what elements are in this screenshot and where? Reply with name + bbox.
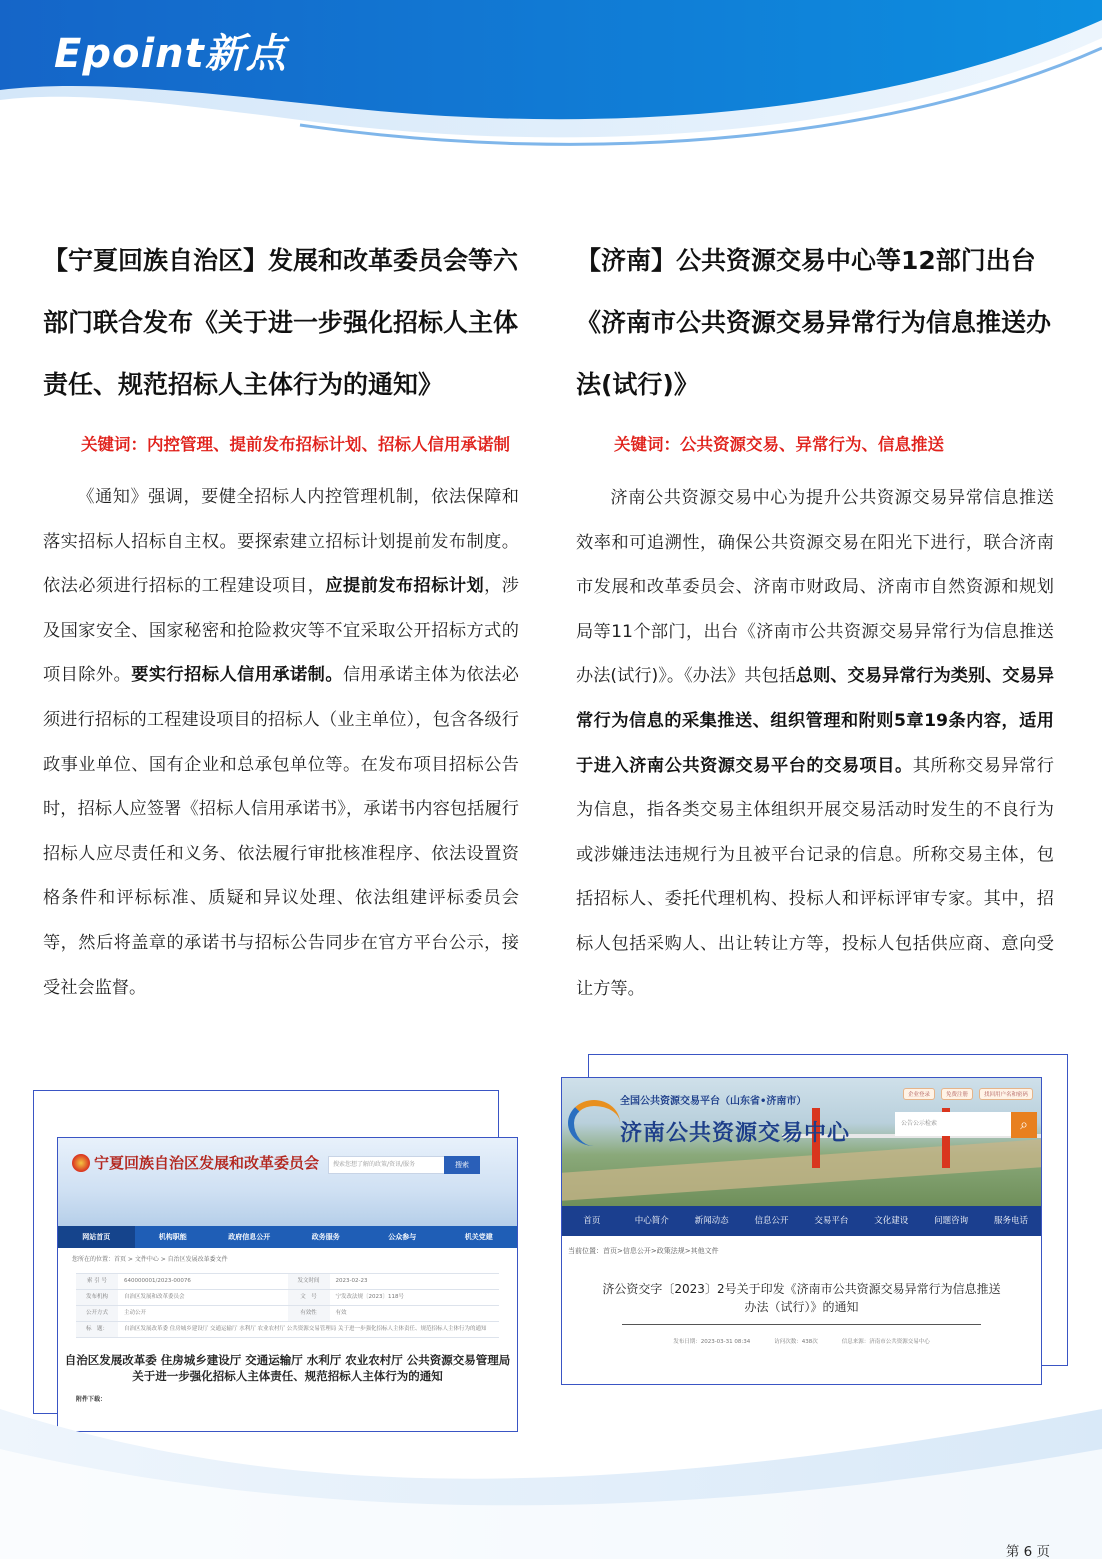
ningxia-doc-title: 自治区发展改革委 住房城乡建设厅 交通运输厅 水利厅 农业农村厅 公共资源交易管理局 关于进一步强化招标人主体责任、规范招标人主体行为的通知 — [64, 1353, 511, 1383]
page-number: 第 6 页 — [1005, 1544, 1050, 1560]
jinan-doc-meta: 发布日期：2023-03-31 08:34 访问次数：438次 信息来源：济南市公共资源交易中心 — [673, 1339, 930, 1345]
jinan-nav-item[interactable]: 首页 — [583, 1216, 601, 1226]
jinan-doc-title: 济公资交字〔2023〕2号关于印发《济南市公共资源交易异常行为信息推送办法（试行）》的通知 — [602, 1282, 1001, 1314]
table-row: 索 引 号 640000001/2023-00076 发文时间 2023-02-23 — [76, 1274, 499, 1290]
ningxia-nav-item[interactable]: 公众参与 — [388, 1233, 417, 1241]
jinan-nav — [562, 1206, 1041, 1236]
emphasis-text: 总则、交易异常行为类别、交易异常行为信息的采集推送、组织管理和附则5章19条内容，适用于进入济南公共资源交易平台的交易项目。 — [576, 666, 1054, 776]
search-icon[interactable]: ⌕ — [1011, 1112, 1037, 1138]
jinan-nav-item[interactable]: 中心简介 — [634, 1216, 669, 1226]
left-article-title: 【宁夏回族自治区】发展和改革委员会等六部门联合发布《关于进一步强化招标人主体责任、规范招标人主体行为的通知》 — [43, 246, 519, 399]
national-emblem-icon — [72, 1154, 90, 1172]
jinan-logo-icon — [568, 1100, 620, 1146]
jinan-nav-item[interactable]: 交易平台 — [814, 1216, 849, 1226]
table-row: 标 题： 自治区发展改革委 住房城乡建设厅 交通运输厅 水利厅 农业农村厅 公共资源交易管理局 关于进一步强化招标人主体责任、规范招标人主体行为的通知 — [76, 1322, 499, 1338]
jinan-top-links — [903, 1088, 1033, 1100]
ningxia-attachment-label: 附件下载： — [76, 1396, 107, 1403]
ningxia-nav-item[interactable]: 政府信息公开 — [228, 1233, 271, 1241]
right-article — [576, 230, 1054, 1011]
ningxia-nav-item[interactable]: 机关党建 — [464, 1233, 493, 1241]
footer-wave — [0, 1339, 1102, 1559]
ningxia-nav-item[interactable]: 政务服务 — [311, 1233, 340, 1241]
emphasis-text: 要实行招标人信用承诺制。 — [131, 665, 343, 686]
jinan-nav-item[interactable]: 文化建设 — [874, 1216, 909, 1226]
left-article — [43, 230, 519, 1010]
left-article-keywords: 关键词：内控管理、提前发布招标计划、招标人信用承诺制 — [81, 435, 510, 454]
register-link[interactable]: 免费注册 — [941, 1088, 973, 1100]
jinan-site-name: 济南公共资源交易中心 — [620, 1121, 851, 1146]
login-link[interactable]: 企业登录 — [903, 1088, 935, 1100]
right-article-keywords: 关键词：公共资源交易、异常行为、信息推送 — [614, 435, 944, 454]
divider — [622, 1324, 981, 1325]
ningxia-search-button[interactable]: 搜索 — [444, 1156, 480, 1174]
jinan-banner — [562, 1078, 1041, 1206]
ningxia-banner — [58, 1138, 517, 1226]
ningxia-breadcrumb: 您所在的位置：首页 > 文件中心 > 自治区发展改革委文件 — [72, 1256, 228, 1263]
right-article-body: 济南公共资源交易中心为提升公共资源交易异常信息推送效率和可追溯性，确保公共资源交易在阳光下进行，联合济南市发展和改革委员会、济南市财政局、济南市自然资源和规划局等11个部门，出台《济南市公共资源交易异常行为信息推送办法(试行)》。《办法》共包括总则、交易异常行为类别、交易异常行为信息的采集推送、组织管理和附则5章19条内容，适用于进入济南公共资源交易平台的交易项目。其所称交易异常行为信息，指各类交易主体组织开展交易活动时发生的不良行为或涉嫌违法违规行为且被平台记录的信息。所称交易主体，包括招标人、委托代理机构、投标人和评标评审专家。其中，招标人包括采购人、出让转让方等，投标人包括供应商、意向受让方等。 — [576, 488, 1054, 999]
jinan-platform-line: 全国公共资源交易平台（山东省•济南市） — [620, 1096, 807, 1107]
ningxia-search-input[interactable]: 搜索您想了解的政策/资讯/服务 — [328, 1156, 446, 1174]
ningxia-nav-item[interactable]: 机构职能 — [158, 1233, 187, 1241]
ningxia-nav-item[interactable]: 网站首页 — [58, 1226, 135, 1248]
left-article-body: 《通知》强调，要健全招标人内控管理机制，依法保障和落实招标人招标自主权。要探索建立招标计划提前发布制度。依法必须进行招标的工程建设项目，应提前发布招标计划，涉及国家安全、国家秘密和抢险救灾等不宜采取公开招标方式的项目除外。要实行招标人信用承诺制。信用承诺主体为依法必须进行招标的工程建设项目的招标人（业主单位），包含各级行政事业单位、国有企业和总承包单位等。在发布项目招标公告时，招标人应签署《招标人信用承诺书》，承诺书内容包括履行招标人应尽责任和义务、依法履行审批核准程序、依法设置资格条件和评标标准、质疑和异议处理、依法组建评标委员会等，然后将盖章的承诺书与招标公告同步在官方平台公示，接受社会监督。 — [43, 487, 519, 998]
table-row: 发布机构 自治区发展和改革委员会 文 号 宁发改法规〔2023〕118号 — [76, 1290, 499, 1306]
recover-account-link[interactable]: 找回用户名和密码 — [979, 1088, 1033, 1100]
jinan-search-input[interactable]: 公告公示检索 — [895, 1112, 1011, 1136]
ningxia-meta-table — [76, 1273, 499, 1338]
right-article-title: 【济南】公共资源交易中心等12部门出台《济南市公共资源交易异常行为信息推送办法(试行)》 — [576, 246, 1052, 399]
jinan-nav-item[interactable]: 问题咨询 — [934, 1216, 969, 1226]
table-row: 公开方式 主动公开 有效性 有效 — [76, 1306, 499, 1322]
emphasis-text: 应提前发布招标计划 — [325, 576, 485, 597]
ningxia-nav — [58, 1226, 517, 1248]
ningxia-site-name: 宁夏回族自治区发展和改革委员会 — [94, 1154, 320, 1172]
jinan-breadcrumb: 当前位置：首页>信息公开>政策法规>其他文件 — [568, 1247, 719, 1255]
jinan-nav-item[interactable]: 新闻动态 — [694, 1216, 729, 1226]
jinan-nav-item[interactable]: 信息公开 — [754, 1216, 789, 1226]
jinan-nav-item[interactable]: 服务电话 — [994, 1216, 1029, 1226]
epoint-logo: Epoint新点 — [54, 31, 287, 77]
